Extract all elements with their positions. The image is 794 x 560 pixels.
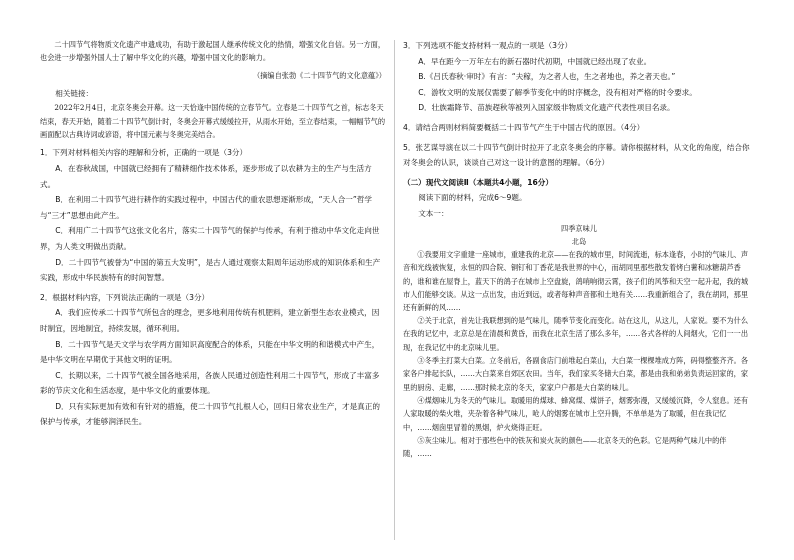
question-2-option-c: C．长期以来，二十四节气被全国各地采用，各族人民通过创造性利用二十四节气，形成了丰富多彩的节庆文化和生活态度，是中华文化的重要体现。 xyxy=(40,370,380,396)
question-3-option-a: A．早在距今一万年左右的新石器时代初期，中国就已经出现了农业。 xyxy=(418,56,652,66)
right-column xyxy=(403,38,755,459)
column-divider xyxy=(394,40,395,540)
question-2-option-d: D．只有实际更加有效和有针对的措施，使二十四节气扎根人心，回归日常农业生产，才是真正的保护与传承，才能够润泽民生。 xyxy=(40,401,380,427)
author-name: 北岛 xyxy=(571,236,587,246)
question-3-option-b: B.《吕氏春秋·审时》有言：“夫稼，为之者人也，生之者地也，养之者天也。” xyxy=(418,72,676,82)
question-1-option-c: C．利用广二十四节气这张文化名片，落实二十四节气的保护与传承，有利于推动中华文化走向世界，为人类文明做出贡献。 xyxy=(40,226,380,251)
question-2-option-a: A．我们应传承二十四节气所包含的理念，更多地利用传统有机肥料，建立新型生态农业模式，因时制宜，因地制宜，持续发展，循环利用。 xyxy=(40,308,380,333)
article-paragraph-3: ③冬季主打菜大白菜。立冬前后，各副食店门前堆起白菜山，大白菜一棵棵堆成方阵，码得整整齐齐。各家各户排起长队，……大白菜来自郊区农田。当年，我们家买冬储大白菜，都是由我和弟弟负责运回家的，家里的厨房、走廊，……那时候北京的冬天，家家户户都是大白菜的味儿。 xyxy=(403,356,749,392)
question-5: 5．张艺谋导演在以二十四节气倒计时拉开了北京冬奥会的序幕。请你根据材料，从文化的角度，结合你对冬奥会的认识，谈谈自己对这一设计的意图的理解。（6分） xyxy=(403,142,750,168)
intro-paragraph: 二十四节气将物质文化遗产申遗成功，有助于激起国人继承传统文化的热情，增强文化自信。另一方面，也会进一步增强外国人士了解中华文化的兴趣，增强中国文化的影响力。 xyxy=(40,40,386,63)
related-link-title: 相关链接： xyxy=(55,88,94,98)
question-3-option-d: D．壮族霜降节、苗族趕秋等被列入国家级非物质文化遗产代表性项目名录。 xyxy=(418,103,675,113)
question-2: 2．根据材料内容，下列说法正确的一项是（3分） xyxy=(40,292,210,302)
section-instruction: 阅读下面的材料，完成6～9题。 xyxy=(418,193,527,203)
source-citation: （摘编自张勃《二十四节气的文化意蕴》） xyxy=(253,70,386,80)
article-paragraph-5: ⑤灰尘味儿。相对于那些色中的铁灰和炭火灰的颜色——北京冬天的色彩。它是两种气味儿中的伴随，…… xyxy=(403,435,727,459)
article-paragraph-1: ①我要用文字重建一座城市，重建我的北京——在我的城市里，时间流逝，标本逢春，小时的气味儿、声音和光线被恢复，永恒的四合院、铜钉和丁香花是我世界的中心，而胡同里那些散发着烤白薯和冰糖葫芦香的，谁和谁在屋脊上，蓝天下的鸽子在城市上空盘旋，鸽哨响彻云霄，孩子们的风筝和天空一起升起，我的城市人们能够交谈。从这一点出发，由近到远，或者每种声音都和土地有关……我重新组合了，我在胡同，那里还有新鲜的风…… xyxy=(403,250,749,313)
question-2-option-b: B．二十四节气是天文学与农学两方面知识高度配合的体系，只能在中华文明的和谐模式中产生，是中华文明在早期优于其他文明的证明。 xyxy=(40,339,380,365)
question-3: 3．下列选项不能支持材料一观点的一项是（3分） xyxy=(403,41,573,50)
left-column xyxy=(40,38,386,430)
question-3-option-c: C．游牧文明的发展仅需要了解季节变化中的时序概念，没有相对严格的时令要求。 xyxy=(418,87,697,97)
question-1: 1．下列对材料相关内容的理解和分析，正确的一项是（3分） xyxy=(40,148,248,158)
article-paragraph-2: ②关于北京，首先让我联想到的是气味儿，随季节变化而变化。站在这儿，从这儿，人家说。要不为什么在我的记忆中，北京总是在清晨和黄昏，而我在北京生活了那么多年，……各式各样的人间烟火，它们一一出现，在我记忆中的北京味儿里。 xyxy=(403,316,749,352)
question-4: 4．请结合两则材料简要概括二十四节气产生于中国古代的原因。（4分） xyxy=(403,122,645,132)
section-heading: （二）现代文阅读Ⅱ（本题共4小题，16分） xyxy=(403,177,553,187)
question-1-option-a: A．在春秋战国，中国就已经拥有了精耕细作技术体系，逐步形成了以农耕为主的生产与生活方式。 xyxy=(40,163,372,189)
poem-title: 四季京味儿 xyxy=(561,223,597,233)
related-link-text: 2022年2月4日，北京冬奥会开幕。这一天恰逢中国传统的立春节气。立春是二十四节气之首，标志冬天结束，春天开始，随着二十四节气倒计时，冬奥会开幕式缓缓拉开，从雨水开始，至立春结束，一幅幅节气的画面配以古典诗词或谚语，将中国元素与冬奥完美结合。 xyxy=(40,103,386,140)
text-label: 文本一： xyxy=(418,208,449,218)
article-paragraph-4: ④煤烟味儿为冬天的气味儿。取暖用的煤球、蜂窝煤、煤饼子，烟雾弥漫，又缓缓沉降，令人窒息。还有人家取暖的柴火堆，夹杂着各种气味儿，呛人的烟雾在城市上空升腾，不单单是为了取暖，但在我记忆中，……烟囱里冒着的黑烟，炉火烧得正旺。 xyxy=(403,395,749,432)
question-1-option-b: B．在利用二十四节气进行耕作的实践过程中，中国古代的重农思想逐渐形成，“天人合一”哲学与“三才”思想由此产生。 xyxy=(40,195,373,220)
question-1-option-d: D．二十四节气被誉为“中国的第五大发明”，是古人通过观察太阳周年运动形成的知识体系和生产实践，形成中华民族特有的时间智慧。 xyxy=(40,257,381,283)
